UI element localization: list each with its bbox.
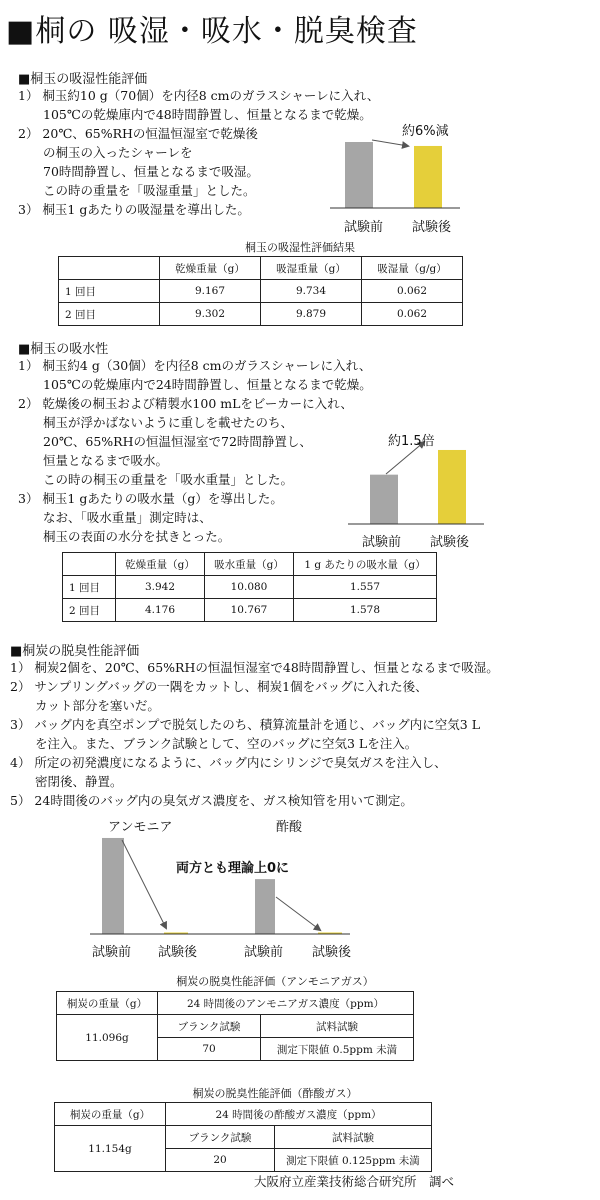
chart4-arrow bbox=[276, 897, 320, 930]
table-header-cell: 吸水重量（g） bbox=[205, 553, 294, 576]
procedure-line: 70時間静置し、恒量となるまで吸湿。 bbox=[18, 164, 259, 179]
table1-caption: 桐玉の吸湿性評価結果 bbox=[245, 241, 355, 254]
table-cell: 9.167 bbox=[160, 280, 261, 303]
procedure-line: 2） 乾燥後の桐玉および精製水100 mLをビーカーに入れ、 bbox=[18, 396, 353, 411]
chart1-label-after: 試験後 bbox=[412, 220, 452, 235]
table-header-row bbox=[55, 1103, 432, 1126]
table-header-cell: 試料試験 bbox=[275, 1126, 432, 1149]
table-header-row bbox=[63, 553, 437, 576]
table-header-cell: 乾燥重量（g） bbox=[116, 553, 205, 576]
absorption-table bbox=[62, 552, 437, 622]
table4-caption: 桐炭の脱臭性能評価（酢酸ガス） bbox=[192, 1087, 358, 1100]
procedure-line: 3） 桐玉1 gあたりの吸水量（g）を導出した。 bbox=[18, 491, 283, 506]
procedure-line: 105℃の乾燥庫内で48時間静置し、恒量となるまで乾燥。 bbox=[18, 107, 372, 122]
section-heading-deodorization: ■桐炭の脱臭性能評価 bbox=[10, 644, 140, 659]
chart1-label-before: 試験前 bbox=[344, 220, 384, 235]
chart4-label-after: 試験後 bbox=[312, 945, 352, 960]
acetic-table bbox=[54, 1102, 432, 1172]
table-header-cell: 桐炭の重量（g） bbox=[57, 992, 158, 1015]
table-header-row bbox=[59, 257, 463, 280]
table-cell: 0.062 bbox=[362, 303, 463, 326]
table-header-cell: 吸湿重量（g） bbox=[261, 257, 362, 280]
chart1-note: 約6%減 bbox=[402, 124, 449, 139]
chart3-bar-before bbox=[102, 838, 124, 934]
table-header-cell: 1 g あたりの吸水量（g） bbox=[294, 553, 437, 576]
chart2-note: 約1.5倍 bbox=[388, 434, 435, 449]
procedure-line: 20℃、65%RHの恒温恒湿室で72時間静置し、 bbox=[18, 434, 312, 449]
procedure-line: 105℃の乾燥庫内で24時間静置し、恒量となるまで乾燥。 bbox=[18, 377, 372, 392]
chart4-title: 酢酸 bbox=[276, 820, 303, 835]
chart1-bar-after bbox=[414, 146, 442, 208]
chart2-bar-after bbox=[438, 450, 466, 524]
procedure-line: この時の重量を「吸湿重量」とした。 bbox=[18, 183, 256, 198]
table-cell: 1 回目 bbox=[63, 576, 116, 599]
table-header-row bbox=[57, 992, 414, 1015]
absorption-procedure bbox=[18, 356, 372, 546]
procedure-line: この時の桐玉の重量を「吸水重量」とした。 bbox=[18, 472, 294, 487]
table-header-cell: 24 時間後の酢酸ガス濃度（ppm） bbox=[166, 1103, 432, 1126]
procedure-line: 3） 桐玉1 gあたりの吸湿量を導出した。 bbox=[18, 202, 250, 217]
table-cell: 1.578 bbox=[294, 599, 437, 622]
table-row bbox=[59, 280, 463, 303]
procedure-line: 1） 桐玉約4 g（30個）を内径8 cmのガラスシャーレに入れ、 bbox=[18, 358, 372, 373]
table-cell: 4.176 bbox=[116, 599, 205, 622]
table-cell: 11.096g bbox=[57, 1015, 158, 1061]
chart4-bar-before bbox=[255, 879, 275, 934]
table-cell: 1 回目 bbox=[59, 280, 160, 303]
chart1-arrow bbox=[372, 140, 408, 146]
chart1-bar-before bbox=[345, 142, 373, 208]
table-row bbox=[63, 576, 437, 599]
table-cell: 1.557 bbox=[294, 576, 437, 599]
table-cell: 0.062 bbox=[362, 280, 463, 303]
table-row bbox=[57, 1015, 414, 1038]
table-cell: 2 回目 bbox=[63, 599, 116, 622]
table-header-cell bbox=[63, 553, 116, 576]
chart34-note: 両方とも理論上0に bbox=[176, 861, 290, 876]
procedure-line: 1） 桐玉約10 g（70個）を内径8 cmのガラスシャーレに入れ、 bbox=[18, 88, 380, 103]
credit-text: 大阪府立産業技術総合研究所 調べ bbox=[254, 1174, 455, 1189]
table-cell: 70 bbox=[158, 1038, 261, 1061]
page-title: ■桐の 吸湿・吸水・脱臭検査 bbox=[6, 14, 418, 49]
procedure-line: 桐玉の表面の水分を拭きとった。 bbox=[18, 529, 231, 544]
procedure-line: 1） 桐炭2個を、20℃、65%RHの恒温恒湿室で48時間静置し、恒量となるまで吸湿。 bbox=[10, 660, 499, 675]
table-row bbox=[63, 599, 437, 622]
procedure-line: 4） 所定の初発濃度になるように、バッグ内にシリンジで臭気ガスを注入し、 bbox=[10, 755, 447, 770]
procedure-line: 2） サンプリングバッグの一隅をカットし、桐炭1個をバッグに入れた後、 bbox=[10, 679, 428, 694]
procedure-line: 3） バッグ内を真空ポンプで脱気したのち、積算流量計を通じ、バッグ内に空気3 L bbox=[10, 717, 481, 732]
table-cell: 3.942 bbox=[116, 576, 205, 599]
table-cell: 2 回目 bbox=[59, 303, 160, 326]
table-header-cell bbox=[59, 257, 160, 280]
deodorization-procedure bbox=[10, 658, 499, 810]
table-header-cell: 試料試験 bbox=[261, 1015, 414, 1038]
table-cell: 測定下限値 0.5ppm 未満 bbox=[261, 1038, 414, 1061]
table-header-cell: 桐炭の重量（g） bbox=[55, 1103, 166, 1126]
chart2-label-before: 試験前 bbox=[362, 535, 402, 550]
table-header-cell: ブランク試験 bbox=[166, 1126, 275, 1149]
table-row bbox=[55, 1126, 432, 1149]
table-cell: 9.302 bbox=[160, 303, 261, 326]
chart3-label-before: 試験前 bbox=[92, 945, 132, 960]
table-header-cell: ブランク試験 bbox=[158, 1015, 261, 1038]
chart4-label-before: 試験前 bbox=[244, 945, 284, 960]
table-cell: 測定下限値 0.125ppm 未満 bbox=[275, 1149, 432, 1172]
humidity-table bbox=[58, 256, 463, 326]
procedure-line: の桐玉の入ったシャーレを bbox=[18, 145, 193, 160]
chart3-label-after: 試験後 bbox=[158, 945, 198, 960]
table-cell: 11.154g bbox=[55, 1126, 166, 1172]
procedure-line: を注入。また、ブランク試験として、空のバッグに空気3 Lを注入。 bbox=[10, 736, 418, 751]
table-cell: 10.767 bbox=[205, 599, 294, 622]
chart2-label-after: 試験後 bbox=[430, 535, 470, 550]
chart3-title: アンモニア bbox=[108, 820, 173, 835]
chart3-arrow bbox=[122, 840, 166, 928]
table-cell: 9.734 bbox=[261, 280, 362, 303]
procedure-line: 恒量となるまで吸水。 bbox=[18, 453, 169, 468]
table-cell: 9.879 bbox=[261, 303, 362, 326]
chart2-bar-before bbox=[370, 475, 398, 524]
procedure-line: 5） 24時間後のバッグ内の臭気ガス濃度を、ガス検知管を用いて測定。 bbox=[10, 793, 413, 808]
procedure-line: なお、「吸水重量」測定時は、 bbox=[18, 510, 212, 525]
section-heading-absorption: ■桐玉の吸水性 bbox=[18, 342, 109, 357]
table-cell: 10.080 bbox=[205, 576, 294, 599]
table-cell: 20 bbox=[166, 1149, 275, 1172]
table-header-cell: 24 時間後のアンモニアガス濃度（ppm） bbox=[158, 992, 414, 1015]
procedure-line: カット部分を塞いだ。 bbox=[10, 698, 160, 713]
table3-caption: 桐炭の脱臭性能評価（アンモニアガス） bbox=[176, 975, 374, 988]
procedure-line: 桐玉が浮かばないように重しを載せたのち、 bbox=[18, 415, 294, 430]
table-header-cell: 吸湿量（g/g） bbox=[362, 257, 463, 280]
procedure-line: 密閉後、静置。 bbox=[10, 774, 123, 789]
table-row bbox=[59, 303, 463, 326]
section-heading-humidity: ■桐玉の吸湿性能評価 bbox=[18, 72, 148, 87]
procedure-line: 2） 20℃、65%RHの恒温恒湿室で乾燥後 bbox=[18, 126, 258, 141]
ammonia-table bbox=[56, 991, 414, 1061]
table-header-cell: 乾燥重量（g） bbox=[160, 257, 261, 280]
